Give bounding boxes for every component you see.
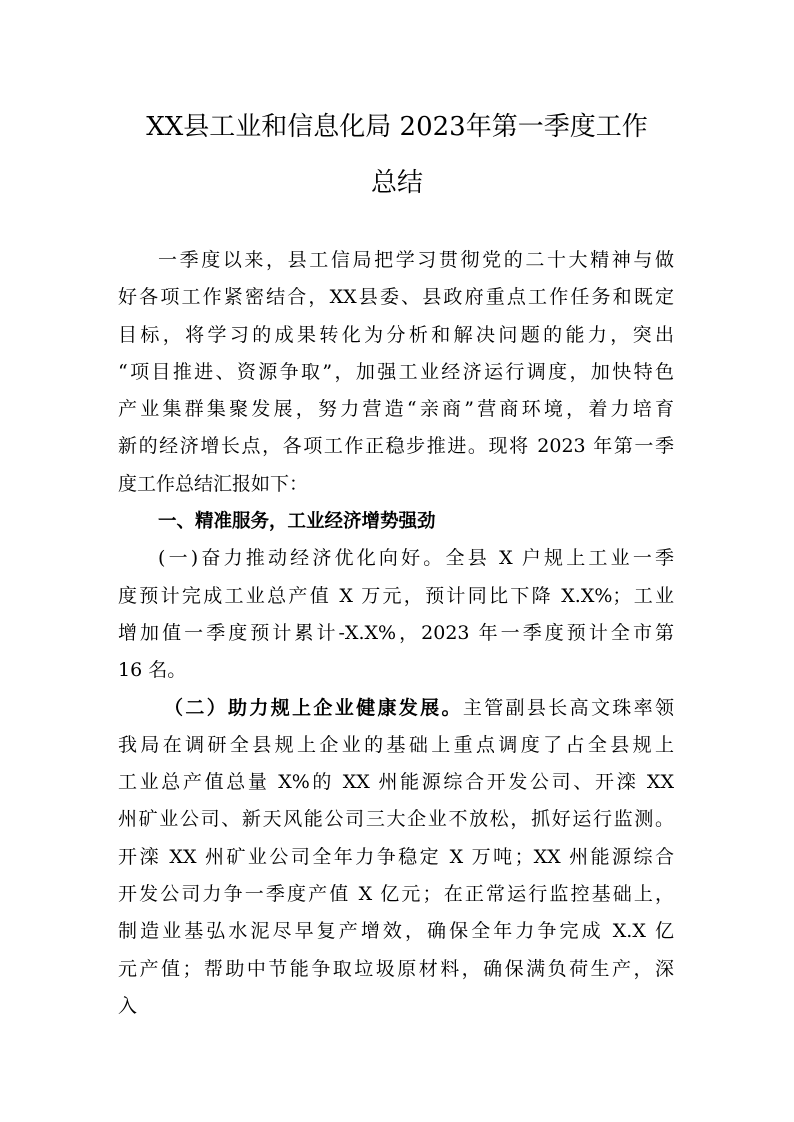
item-1-label: (一)奋力推动经济优化向好。 [158,547,446,570]
item-2-line: 入 [118,994,138,1017]
item-2-line: 开发公司力争一季度产值 X 亿元；在正常运行监控基础上， [118,883,674,906]
item-2-line: 制造业基弘水泥尽早复产增效，确保全年力争完成 X.X 亿 [118,920,674,943]
item-1-text: 全县 X 户规上工业一季 [445,547,675,570]
document-title-line-2: 总结 [370,168,423,198]
item-2-line: 开滦 XX 州矿业公司全年力争稳定 X 万吨；XX 州能源综合 [118,845,674,868]
document-body [118,242,674,1025]
intro-line: 一季度以来，县工信局把学习贯彻党的二十大精神与做 [158,249,674,271]
section-heading: 一、精准服务，工业经济增势强劲 [158,511,436,533]
item-2-text: 主管副县长高文珠率领 [462,696,674,719]
item-1-first-line [118,540,674,577]
item-2-line: 元产值；帮助中节能争取垃圾原材料，确保满负荷生产，深 [118,957,674,980]
intro-line: 目标，将学习的成果转化为分析和解决问题的能力，突出 [118,323,674,346]
item-1-line: 16 名。 [118,659,187,682]
intro-line: 产业集群集聚发展，努力营造“亲商”营商环境，着力培育 [118,398,674,421]
intro-line: 好各项工作紧密结合，XX县委、县政府重点工作任务和既定 [118,286,674,309]
item-1-line: 度预计完成工业总产值 X 万元，预计同比下降 X.X%；工业 [118,584,674,607]
document-title-line-1: XX县工业和信息化局 2023年第一季度工作 [146,112,648,142]
item-2-label: （二）助力规上企业健康发展。 [164,696,463,719]
intro-line: “项目推进、资源争取”，加强工业经济运行调度，加快特色 [118,360,674,383]
item-1-line: 增加值一季度预计累计-X.X%，2023 年一季度预计全市第 [118,621,674,644]
item-2-line: 我局在调研全县规上企业的基础上重点调度了占全县规上 [118,733,674,756]
intro-line: 度工作总结汇报如下： [118,472,309,495]
intro-line: 新的经济增长点，各项工作正稳步推进。现将 2023 年第一季 [118,435,674,458]
item-2-line: 州矿业公司、新天风能公司三大企业不放松，抓好运行监测。 [118,808,674,831]
item-2-first-line [118,690,674,727]
item-2-line: 工业总产值总量 X%的 XX 州能源综合开发公司、开滦 XX [118,771,674,794]
